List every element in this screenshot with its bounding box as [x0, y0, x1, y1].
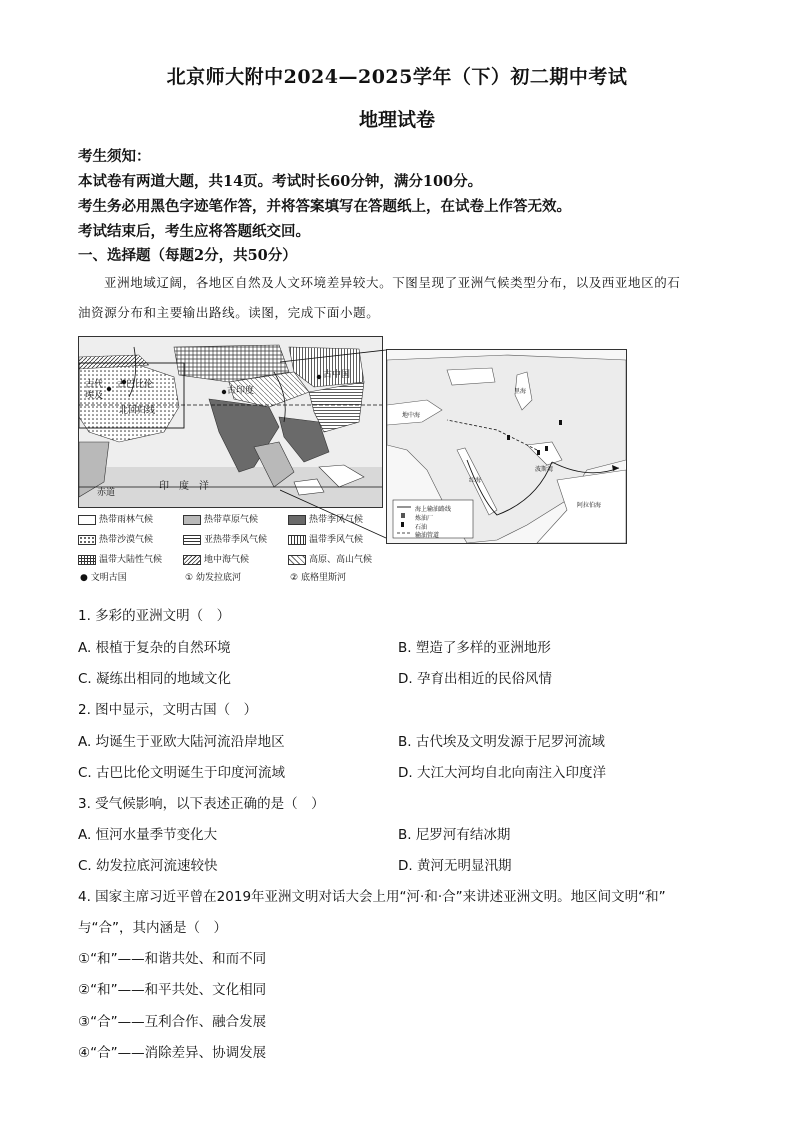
legend-item: 温带季风气候	[288, 534, 363, 546]
legend-item: 热带雨林气候	[78, 514, 153, 526]
legend-symbol: ② 底格里斯河	[290, 573, 346, 583]
label-tropic-line: 北回归线	[119, 406, 156, 416]
question-1-option-c: C. 凝练出相同的地域文化	[78, 671, 232, 687]
label-ancient-india: 古印度	[227, 386, 255, 396]
question-2-option-b: B. 古代埃及文明发源于尼罗河流域	[398, 734, 605, 750]
legend-sea-route: 海上输油路线	[415, 506, 452, 513]
label-equator: 赤道	[97, 488, 116, 498]
question-3-option-a: A. 恒河水量季节变化大	[78, 827, 218, 843]
label-red-sea: 红海	[469, 477, 482, 484]
legend-item: 高原、高山气候	[288, 554, 372, 566]
label-ancient-babylon: 古巴比伦	[117, 380, 154, 390]
question-2-stem: 2. 图中显示，文明古国（ ）	[78, 702, 258, 718]
legend-item: 热带草原气候	[183, 514, 258, 526]
exam-title: 北京师大附中2024—2025学年（下）初二期中考试	[166, 66, 628, 88]
question-4-stem-continued: 与“合”，其内涵是（ ）	[78, 920, 227, 936]
question-3-option-d: D. 黄河无明显汛期	[398, 858, 512, 874]
notice-heading: 考生须知：	[78, 148, 151, 165]
legend-oil: 石油	[415, 524, 428, 531]
question-4-item-1: ①“和”——和谐共处、和而不同	[78, 951, 267, 967]
intro-line-1: 亚洲地域辽阔，各地区自然及人文环境差异较大。下图呈现了亚洲气候类型分布，以及西亚地区的石	[104, 275, 681, 290]
label-mediterranean: 地中海	[402, 412, 421, 419]
question-2-option-c: C. 古巴比伦文明诞生于印度河流域	[78, 765, 286, 781]
legend-item: 地中海气候	[183, 554, 249, 566]
question-1-option-a: A. 根植于复杂的自然环境	[78, 640, 231, 656]
notice-line-2: 考生务必用黑色字迹笔作答，并将答案填写在答题纸上，在试卷上作答无效。	[78, 198, 571, 215]
map-connector-lines	[280, 340, 390, 540]
climate-legend	[78, 512, 388, 590]
question-2-option-a: A. 均诞生于亚欧大陆河流沿岸地区	[78, 734, 285, 750]
label-ancient-egypt-1: 古代	[85, 380, 104, 390]
legend-item: 亚热带季风气候	[183, 534, 267, 546]
exam-subtitle: 地理试卷	[358, 109, 435, 131]
legend-pipeline: 输油管道	[415, 532, 440, 539]
section-heading: 一、选择题（每题2分，共50分）	[78, 247, 297, 264]
question-4-item-3: ③“合”——互利合作、融合发展	[78, 1014, 267, 1030]
question-3-option-b: B. 尼罗河有结冰期	[398, 827, 511, 843]
question-2-option-d: D. 大江大河均自北向南注入印度洋	[398, 765, 606, 781]
legend-item: 热带季风气候	[288, 514, 363, 526]
label-ancient-china: 古中国	[323, 370, 351, 380]
question-4-item-2: ②“和”——和平共处、文化相同	[78, 982, 267, 998]
label-persian-gulf: 波斯湾	[535, 466, 554, 473]
question-3-stem: 3. 受气候影响，以下表述正确的是（ ）	[78, 796, 325, 812]
notice-line-1: 本试卷有两道大题，共14页。考试时长60分钟，满分100分。	[78, 173, 483, 190]
legend-symbol: ① 幼发拉底河	[185, 573, 241, 583]
question-4-stem: 4. 国家主席习近平曾在2019年亚洲文明对话大会上用“河·和·合”来讲述亚洲文明。地区间文明“和”	[78, 889, 666, 905]
west-asia-oil-map	[386, 349, 627, 544]
notice-line-3: 考试结束后，考生应将答题纸交回。	[78, 223, 310, 240]
intro-line-2: 油资源分布和主要输出路线。读图，完成下面小题。	[78, 305, 380, 320]
label-ancient-egypt-2: 埃及	[85, 391, 104, 401]
legend-symbol: ● 文明古国	[80, 573, 127, 583]
question-1-option-b: B. 塑造了多样的亚洲地形	[398, 640, 551, 656]
legend-refinery: 炼油厂	[415, 515, 434, 522]
question-4-item-4: ④“合”——消除差异、协调发展	[78, 1045, 267, 1061]
question-1-option-d: D. 孕育出相近的民俗风情	[398, 671, 552, 687]
legend-item: 温带大陆性气候	[78, 554, 162, 566]
label-caspian: 里海	[514, 388, 527, 395]
label-indian-ocean: 印 度 洋	[159, 481, 209, 492]
question-3-option-c: C. 幼发拉底河流速较快	[78, 858, 218, 874]
label-arabian-sea: 阿拉伯海	[577, 502, 602, 509]
question-1-stem: 1. 多彩的亚洲文明（ ）	[78, 608, 231, 624]
legend-item: 热带沙漠气候	[78, 534, 153, 546]
